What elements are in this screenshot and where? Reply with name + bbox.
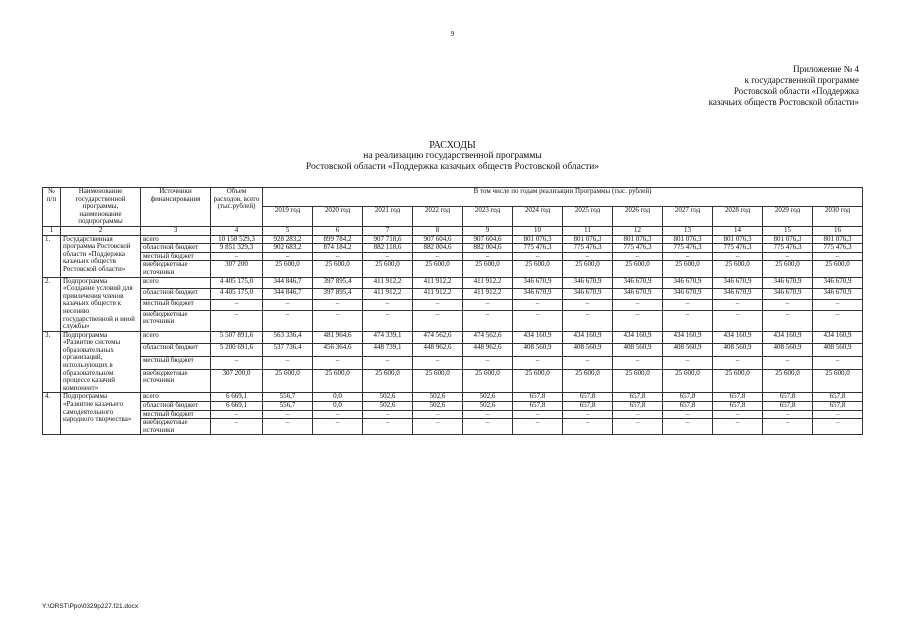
value-cell: 657,8 bbox=[563, 402, 613, 411]
value-cell: 434 160,9 bbox=[613, 331, 663, 344]
header-year: 2019 год bbox=[263, 207, 313, 226]
value-cell: – bbox=[413, 299, 463, 310]
value-cell: 657,8 bbox=[763, 393, 813, 402]
value-cell: 25 600,0 bbox=[513, 261, 563, 277]
value-cell: 801 076,3 bbox=[713, 235, 763, 244]
value-cell: 882 004,6 bbox=[463, 244, 513, 253]
value-cell: – bbox=[463, 419, 513, 435]
value-cell: 928 283,2 bbox=[263, 235, 313, 244]
value-cell: 4 405 175,0 bbox=[211, 288, 263, 299]
header-year: 2029 год bbox=[763, 207, 813, 226]
value-cell: 346 670,9 bbox=[663, 288, 713, 299]
value-cell: 775 476,3 bbox=[663, 244, 713, 253]
funding-source: областной бюджет bbox=[141, 402, 211, 411]
value-cell: – bbox=[363, 410, 413, 419]
value-cell: 25 600,0 bbox=[263, 369, 313, 393]
header-total: Объем расходов, всего (тыс.рублей) bbox=[211, 188, 263, 227]
table-row bbox=[43, 419, 863, 435]
value-cell: – bbox=[563, 410, 613, 419]
value-cell: 25 600,0 bbox=[813, 261, 863, 277]
value-cell: – bbox=[613, 299, 663, 310]
value-cell: 801 076,3 bbox=[813, 235, 863, 244]
value-cell: 411 912,2 bbox=[413, 288, 463, 299]
value-cell: 25 600,0 bbox=[463, 369, 513, 393]
value-cell: 346 670,9 bbox=[613, 277, 663, 288]
table-row bbox=[43, 299, 863, 310]
value-cell: 25 600,0 bbox=[613, 261, 663, 277]
value-cell: 434 160,9 bbox=[763, 331, 813, 344]
value-cell: – bbox=[211, 310, 263, 331]
value-cell: 502,6 bbox=[463, 393, 513, 402]
value-cell: – bbox=[663, 299, 713, 310]
value-cell: – bbox=[763, 356, 813, 369]
value-cell: 25 600,0 bbox=[613, 369, 663, 393]
table-row bbox=[43, 393, 863, 402]
program-name: Подпрограмма «Развитие системы образовательных организаций, использующих в образовательном процессе казачий компонент» bbox=[61, 331, 141, 393]
funding-source: всего bbox=[141, 235, 211, 244]
value-cell: 556,7 bbox=[263, 393, 313, 402]
value-cell: 25 600,0 bbox=[413, 369, 463, 393]
value-cell: – bbox=[513, 410, 563, 419]
funding-source: всего bbox=[141, 393, 211, 402]
funding-source: областной бюджет bbox=[141, 288, 211, 299]
value-cell: 408 560,9 bbox=[613, 344, 663, 357]
row-number: 4. bbox=[43, 393, 61, 435]
value-cell: – bbox=[713, 419, 763, 435]
column-number: 11 bbox=[563, 226, 613, 235]
value-cell: 408 560,9 bbox=[763, 344, 813, 357]
funding-source: местный бюджет bbox=[141, 410, 211, 419]
value-cell: 434 160,9 bbox=[663, 331, 713, 344]
table-row bbox=[43, 344, 863, 357]
header-year: 2023 год bbox=[463, 207, 513, 226]
value-cell: 9 851 329,3 bbox=[211, 244, 263, 253]
value-cell: – bbox=[211, 410, 263, 419]
value-cell: 502,6 bbox=[413, 402, 463, 411]
value-cell: 408 560,9 bbox=[563, 344, 613, 357]
funding-source: местный бюджет bbox=[141, 299, 211, 310]
value-cell: – bbox=[763, 252, 813, 261]
value-cell: 456 364,6 bbox=[313, 344, 363, 357]
value-cell: – bbox=[463, 299, 513, 310]
value-cell: 448 739,1 bbox=[363, 344, 413, 357]
title-line: РАСХОДЫ bbox=[429, 140, 476, 151]
value-cell: 25 600,0 bbox=[813, 369, 863, 393]
table-row bbox=[43, 402, 863, 411]
value-cell: – bbox=[763, 419, 813, 435]
table-row bbox=[43, 261, 863, 277]
value-cell: – bbox=[663, 410, 713, 419]
value-cell: 344 846,7 bbox=[263, 277, 313, 288]
value-cell: 882 118,6 bbox=[363, 244, 413, 253]
value-cell: 657,8 bbox=[613, 402, 663, 411]
document-title bbox=[0, 140, 905, 173]
value-cell: 657,8 bbox=[763, 402, 813, 411]
value-cell: – bbox=[663, 419, 713, 435]
funding-source: местный бюджет bbox=[141, 356, 211, 369]
value-cell: 502,6 bbox=[463, 402, 513, 411]
value-cell: – bbox=[313, 356, 363, 369]
value-cell: – bbox=[363, 252, 413, 261]
funding-source: внебюджетные источники bbox=[141, 261, 211, 277]
value-cell: – bbox=[363, 310, 413, 331]
value-cell: – bbox=[313, 252, 363, 261]
value-cell: – bbox=[813, 410, 863, 419]
value-cell: 563 336,4 bbox=[263, 331, 313, 344]
table-row bbox=[43, 244, 863, 253]
header-num: № п/п bbox=[43, 188, 61, 227]
value-cell: 899 784,2 bbox=[313, 235, 363, 244]
column-number: 3 bbox=[141, 226, 211, 235]
value-cell: – bbox=[663, 252, 713, 261]
funding-source: внебюджетные источники bbox=[141, 310, 211, 331]
value-cell: – bbox=[263, 252, 313, 261]
value-cell: 0,0 bbox=[313, 402, 363, 411]
value-cell: – bbox=[513, 356, 563, 369]
value-cell: 307 200,0 bbox=[211, 369, 263, 393]
value-cell: – bbox=[713, 310, 763, 331]
funding-source: всего bbox=[141, 277, 211, 288]
value-cell: 5 200 691,6 bbox=[211, 344, 263, 357]
column-number: 7 bbox=[363, 226, 413, 235]
table-row bbox=[43, 277, 863, 288]
value-cell: – bbox=[763, 410, 813, 419]
value-cell: 25 600,0 bbox=[563, 261, 613, 277]
value-cell: 775 476,3 bbox=[813, 244, 863, 253]
appendix-line: Ростовской области «Поддержка bbox=[733, 86, 859, 96]
program-name: Государственная программа Ростовской области «Поддержка казачьих обществ Ростовской области» bbox=[61, 235, 141, 277]
value-cell: 346 670,9 bbox=[563, 277, 613, 288]
value-cell: 25 600,0 bbox=[413, 261, 463, 277]
header-year: 2024 год bbox=[513, 207, 563, 226]
funding-source: всего bbox=[141, 331, 211, 344]
value-cell: – bbox=[613, 419, 663, 435]
value-cell: 902 683,2 bbox=[263, 244, 313, 253]
value-cell: 346 670,9 bbox=[713, 288, 763, 299]
value-cell: 307 200 bbox=[211, 261, 263, 277]
value-cell: 502,6 bbox=[413, 393, 463, 402]
value-cell: 0,0 bbox=[313, 393, 363, 402]
funding-source: областной бюджет bbox=[141, 244, 211, 253]
value-cell: 657,8 bbox=[713, 402, 763, 411]
value-cell: – bbox=[513, 310, 563, 331]
value-cell: 25 600,0 bbox=[363, 369, 413, 393]
column-number: 5 bbox=[263, 226, 313, 235]
header-year: 2030 год bbox=[813, 207, 863, 226]
row-number: 2. bbox=[43, 277, 61, 331]
header-source: Источники финансирования bbox=[141, 188, 211, 227]
value-cell: – bbox=[363, 356, 413, 369]
value-cell: 434 160,9 bbox=[813, 331, 863, 344]
value-cell: 775 476,3 bbox=[763, 244, 813, 253]
value-cell: – bbox=[211, 252, 263, 261]
page-number: 9 bbox=[450, 30, 455, 38]
value-cell: – bbox=[813, 299, 863, 310]
title-line: на реализацию государственной программы bbox=[363, 151, 542, 161]
value-cell: 346 670,9 bbox=[763, 277, 813, 288]
value-cell: 907 718,6 bbox=[363, 235, 413, 244]
value-cell: 25 600,0 bbox=[663, 369, 713, 393]
value-cell: 657,8 bbox=[663, 393, 713, 402]
value-cell: – bbox=[563, 299, 613, 310]
value-cell: 346 670,9 bbox=[513, 288, 563, 299]
value-cell: – bbox=[463, 252, 513, 261]
funding-source: местный бюджет bbox=[141, 252, 211, 261]
value-cell: – bbox=[713, 356, 763, 369]
value-cell: 10 158 529,3 bbox=[211, 235, 263, 244]
value-cell: 25 600,0 bbox=[363, 261, 413, 277]
value-cell: 556,7 bbox=[263, 402, 313, 411]
value-cell: 408 560,9 bbox=[713, 344, 763, 357]
header-year: 2028 год bbox=[713, 207, 763, 226]
value-cell: – bbox=[263, 310, 313, 331]
value-cell: 874 184,2 bbox=[313, 244, 363, 253]
header-year: 2027 год bbox=[663, 207, 713, 226]
value-cell: – bbox=[563, 356, 613, 369]
value-cell: 882 004,6 bbox=[413, 244, 463, 253]
column-number: 10 bbox=[513, 226, 563, 235]
value-cell: – bbox=[263, 419, 313, 435]
column-number: 2 bbox=[61, 226, 141, 235]
table-row bbox=[43, 252, 863, 261]
header-by-years: В том числе по годам реализации Программы (тыс. рублей) bbox=[263, 188, 863, 207]
appendix-line: Приложение № 4 bbox=[793, 64, 859, 74]
value-cell: 346 670,9 bbox=[563, 288, 613, 299]
value-cell: 25 600,0 bbox=[513, 369, 563, 393]
value-cell: 657,8 bbox=[813, 402, 863, 411]
column-number: 15 bbox=[763, 226, 813, 235]
value-cell: 411 912,2 bbox=[413, 277, 463, 288]
value-cell: 411 912,2 bbox=[463, 288, 513, 299]
value-cell: – bbox=[713, 252, 763, 261]
value-cell: 346 670,9 bbox=[613, 288, 663, 299]
funding-source: областной бюджет bbox=[141, 344, 211, 357]
value-cell: 346 670,9 bbox=[663, 277, 713, 288]
value-cell: 502,6 bbox=[363, 402, 413, 411]
value-cell: – bbox=[413, 356, 463, 369]
value-cell: – bbox=[263, 356, 313, 369]
value-cell: – bbox=[663, 310, 713, 331]
value-cell: 537 736,4 bbox=[263, 344, 313, 357]
table-row bbox=[43, 310, 863, 331]
value-cell: – bbox=[513, 419, 563, 435]
value-cell: – bbox=[413, 410, 463, 419]
value-cell: – bbox=[363, 299, 413, 310]
column-number-row bbox=[43, 226, 863, 235]
value-cell: – bbox=[513, 299, 563, 310]
column-number: 14 bbox=[713, 226, 763, 235]
value-cell: 657,8 bbox=[713, 393, 763, 402]
value-cell: 801 076,3 bbox=[763, 235, 813, 244]
value-cell: 25 600,0 bbox=[663, 261, 713, 277]
value-cell: 481 964,6 bbox=[313, 331, 363, 344]
row-number: 3. bbox=[43, 331, 61, 393]
value-cell: 448 962,6 bbox=[413, 344, 463, 357]
value-cell: – bbox=[663, 356, 713, 369]
value-cell: 448 962,6 bbox=[463, 344, 513, 357]
value-cell: 25 600,0 bbox=[563, 369, 613, 393]
value-cell: 25 600,0 bbox=[763, 261, 813, 277]
header-year: 2021 год bbox=[363, 207, 413, 226]
value-cell: 657,8 bbox=[663, 402, 713, 411]
value-cell: – bbox=[813, 252, 863, 261]
program-name: Подпрограмма «Развитие казачьего самодеятельного народного творчества» bbox=[61, 393, 141, 435]
value-cell: – bbox=[313, 310, 363, 331]
value-cell: 397 895,4 bbox=[313, 288, 363, 299]
value-cell: 6 669,1 bbox=[211, 402, 263, 411]
value-cell: 25 600,0 bbox=[463, 261, 513, 277]
value-cell: 907 604,6 bbox=[413, 235, 463, 244]
value-cell: 4 405 175,0 bbox=[211, 277, 263, 288]
value-cell: 657,8 bbox=[813, 393, 863, 402]
value-cell: – bbox=[513, 252, 563, 261]
value-cell: – bbox=[313, 299, 363, 310]
value-cell: 6 669,1 bbox=[211, 393, 263, 402]
value-cell: – bbox=[613, 356, 663, 369]
value-cell: 775 476,3 bbox=[613, 244, 663, 253]
funding-source: внебюджетные источники bbox=[141, 369, 211, 393]
value-cell: – bbox=[813, 419, 863, 435]
program-name: Подпрограмма «Создание условий для привлечения членов казачьих обществ к несению государственной и иной службы» bbox=[61, 277, 141, 331]
value-cell: 657,8 bbox=[513, 393, 563, 402]
value-cell: 657,8 bbox=[563, 393, 613, 402]
table-row bbox=[43, 356, 863, 369]
value-cell: 5 507 891,6 bbox=[211, 331, 263, 344]
value-cell: 657,8 bbox=[513, 402, 563, 411]
title-line: Ростовской области «Поддержка казачьих обществ Ростовской области» bbox=[305, 162, 600, 172]
value-cell: – bbox=[713, 410, 763, 419]
column-number: 1 bbox=[43, 226, 61, 235]
value-cell: – bbox=[613, 410, 663, 419]
value-cell: – bbox=[263, 299, 313, 310]
header-year: 2020 год bbox=[313, 207, 363, 226]
header-year: 2022 год bbox=[413, 207, 463, 226]
value-cell: 25 600,0 bbox=[313, 369, 363, 393]
value-cell: 408 560,9 bbox=[513, 344, 563, 357]
value-cell: 408 560,9 bbox=[663, 344, 713, 357]
value-cell: 775 476,3 bbox=[513, 244, 563, 253]
column-number: 13 bbox=[663, 226, 713, 235]
value-cell: 502,6 bbox=[363, 393, 413, 402]
appendix-line: казачьих обществ Ростовской области» bbox=[708, 97, 859, 107]
header-name: Наименование государственной программы, наименование подпрограммы bbox=[61, 188, 141, 227]
value-cell: – bbox=[413, 310, 463, 331]
value-cell: 801 076,3 bbox=[613, 235, 663, 244]
expenses-table bbox=[42, 187, 863, 435]
table-row bbox=[43, 369, 863, 393]
value-cell: 434 160,9 bbox=[563, 331, 613, 344]
column-number: 9 bbox=[463, 226, 513, 235]
value-cell: – bbox=[563, 252, 613, 261]
header-year: 2025 год bbox=[563, 207, 613, 226]
funding-source: внебюджетные источники bbox=[141, 419, 211, 435]
value-cell: 801 076,3 bbox=[513, 235, 563, 244]
value-cell: 775 476,3 bbox=[713, 244, 763, 253]
value-cell: 25 600,0 bbox=[713, 261, 763, 277]
value-cell: 474 562,6 bbox=[463, 331, 513, 344]
value-cell: – bbox=[263, 410, 313, 419]
value-cell: 801 076,3 bbox=[663, 235, 713, 244]
value-cell: 25 600,0 bbox=[313, 261, 363, 277]
value-cell: 411 912,2 bbox=[463, 277, 513, 288]
value-cell: – bbox=[463, 356, 513, 369]
value-cell: 346 670,9 bbox=[813, 288, 863, 299]
value-cell: – bbox=[613, 310, 663, 331]
value-cell: – bbox=[313, 410, 363, 419]
header-row bbox=[43, 188, 863, 207]
row-number: 1. bbox=[43, 235, 61, 277]
table-row bbox=[43, 410, 863, 419]
value-cell: 25 600,0 bbox=[763, 369, 813, 393]
value-cell: 346 670,9 bbox=[763, 288, 813, 299]
value-cell: 25 600,0 bbox=[263, 261, 313, 277]
value-cell: – bbox=[563, 419, 613, 435]
value-cell: – bbox=[563, 310, 613, 331]
value-cell: 474 562,6 bbox=[413, 331, 463, 344]
header-year: 2026 год bbox=[613, 207, 663, 226]
value-cell: 346 670,9 bbox=[513, 277, 563, 288]
value-cell: 474 339,1 bbox=[363, 331, 413, 344]
value-cell: – bbox=[813, 356, 863, 369]
table-row bbox=[43, 288, 863, 299]
value-cell: 657,8 bbox=[613, 393, 663, 402]
value-cell: – bbox=[763, 299, 813, 310]
value-cell: 434 160,9 bbox=[513, 331, 563, 344]
appendix-line: к государственной программе bbox=[744, 75, 859, 85]
value-cell: – bbox=[211, 299, 263, 310]
value-cell: – bbox=[713, 299, 763, 310]
value-cell: 434 160,9 bbox=[713, 331, 763, 344]
value-cell: – bbox=[463, 410, 513, 419]
table-row bbox=[43, 235, 863, 244]
value-cell: 346 670,9 bbox=[713, 277, 763, 288]
appendix-note bbox=[619, 64, 859, 108]
value-cell: – bbox=[463, 310, 513, 331]
value-cell: – bbox=[813, 310, 863, 331]
table-row bbox=[43, 331, 863, 344]
value-cell: – bbox=[211, 356, 263, 369]
column-number: 8 bbox=[413, 226, 463, 235]
value-cell: 25 600,0 bbox=[713, 369, 763, 393]
value-cell: 411 912,2 bbox=[363, 277, 413, 288]
value-cell: – bbox=[211, 419, 263, 435]
value-cell: – bbox=[413, 252, 463, 261]
value-cell: 411 912,2 bbox=[363, 288, 413, 299]
column-number: 6 bbox=[313, 226, 363, 235]
file-path-footer: Y:\ORST\Ppo\0329p227.f21.docx bbox=[42, 603, 139, 610]
value-cell: – bbox=[413, 419, 463, 435]
value-cell: – bbox=[613, 252, 663, 261]
value-cell: 775 476,3 bbox=[563, 244, 613, 253]
value-cell: 344 846,7 bbox=[263, 288, 313, 299]
value-cell: 907 604,6 bbox=[463, 235, 513, 244]
column-number: 4 bbox=[211, 226, 263, 235]
value-cell: 408 560,9 bbox=[813, 344, 863, 357]
value-cell: – bbox=[363, 419, 413, 435]
value-cell: 346 670,9 bbox=[813, 277, 863, 288]
value-cell: – bbox=[763, 310, 813, 331]
column-number: 16 bbox=[813, 226, 863, 235]
value-cell: 397 895,4 bbox=[313, 277, 363, 288]
value-cell: – bbox=[313, 419, 363, 435]
value-cell: 801 076,3 bbox=[563, 235, 613, 244]
column-number: 12 bbox=[613, 226, 663, 235]
